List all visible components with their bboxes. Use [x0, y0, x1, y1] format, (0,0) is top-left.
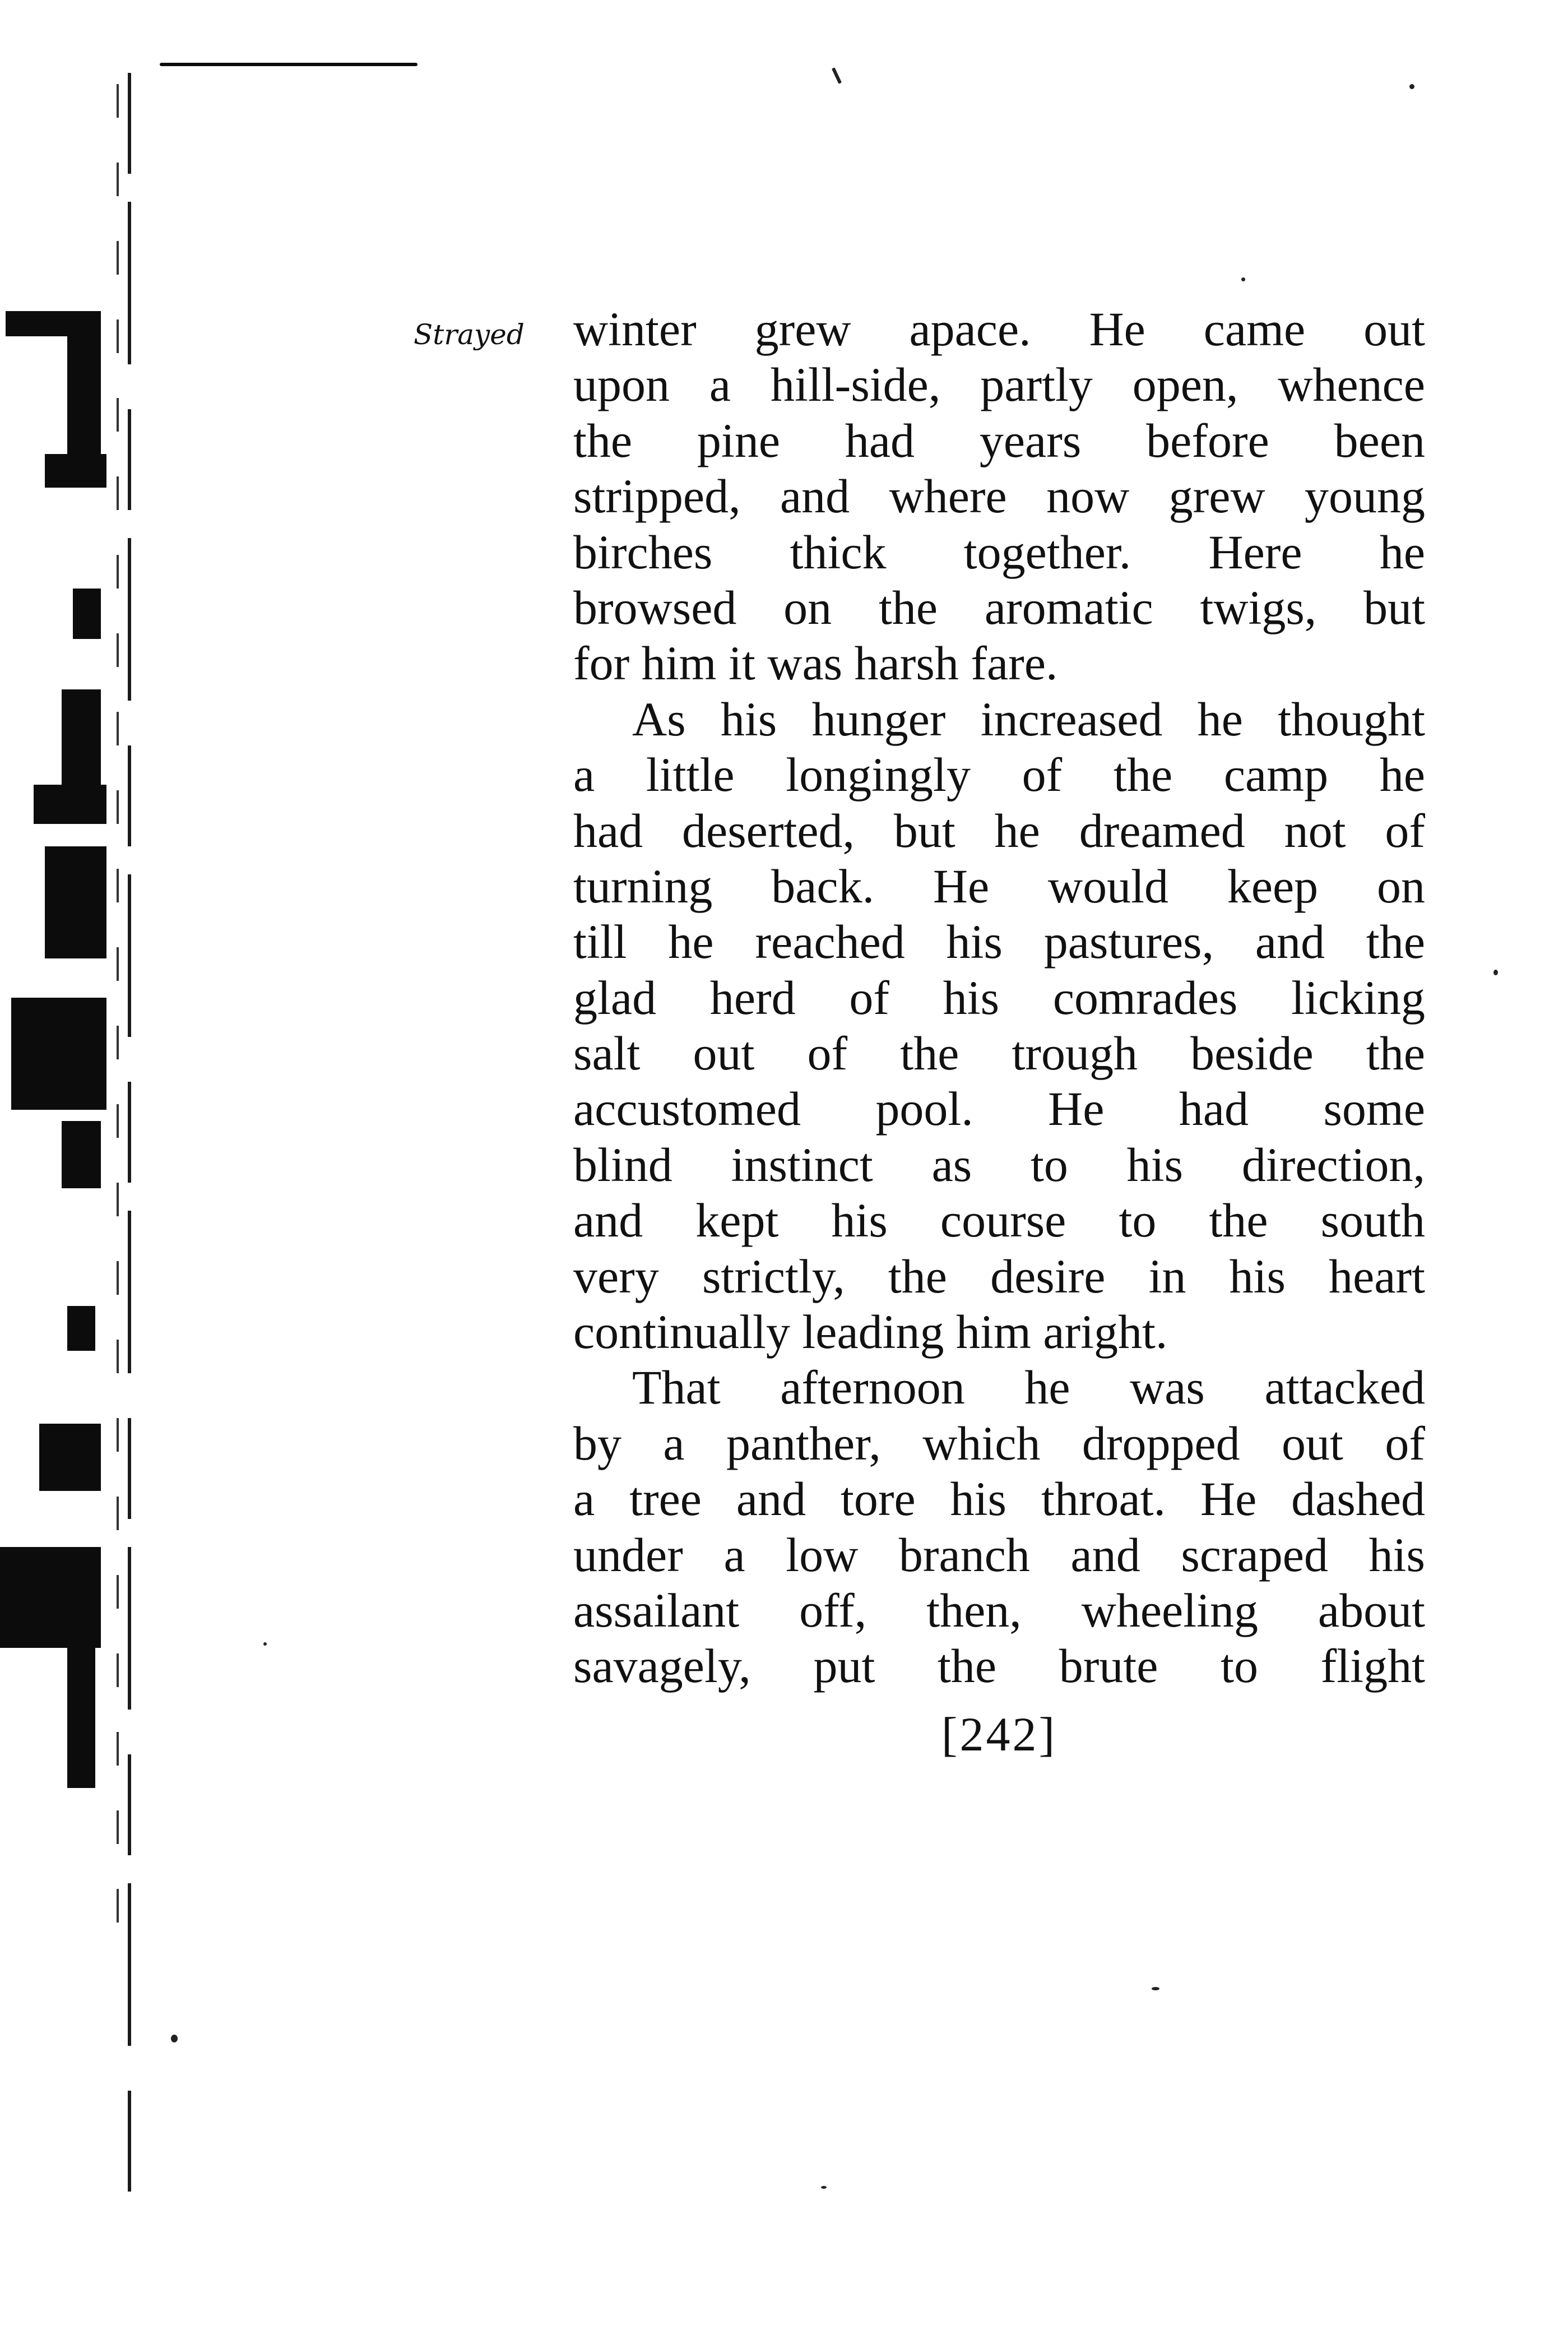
text-line: by a panther, which dropped out of [573, 1416, 1425, 1470]
text-line: and kept his course to the south [573, 1193, 1425, 1248]
text-line: had deserted, but he dreamed not of [573, 803, 1425, 858]
text-line: savagely, put the brute to flight [573, 1639, 1425, 1693]
scan-blot [67, 311, 101, 457]
scan-gutter-line [117, 84, 119, 1934]
text-line: As his hunger increased he thought [632, 692, 1425, 746]
scan-blot [67, 1306, 95, 1351]
scan-speck [1493, 970, 1498, 975]
text-line: blind instinct as to his direction, [573, 1137, 1425, 1192]
text-line: under a low branch and scraped his [573, 1527, 1425, 1582]
text-line: upon a hill-side, partly open, whence [573, 358, 1425, 412]
scan-blot [62, 1121, 101, 1188]
text-line: glad herd of his comrades licking [573, 970, 1425, 1025]
text-line: a little longingly of the camp he [573, 748, 1425, 802]
scan-blot [73, 589, 101, 639]
text-line: browsed on the aromatic twigs, but [573, 580, 1425, 634]
scan-speck [1152, 1987, 1159, 1990]
text-line: winter grew apace. He came out [573, 302, 1425, 356]
scan-gutter-line [128, 73, 131, 2203]
scan-speck [821, 2186, 827, 2189]
text-line: continually leading him aright. [573, 1305, 1168, 1359]
scan-speck [832, 67, 842, 84]
text-line: a tree and tore his throat. He dashed [573, 1472, 1425, 1526]
margin-note: Strayed [414, 318, 525, 351]
scan-speck [1241, 277, 1245, 281]
text-line: very strictly, the desire in his heart [573, 1249, 1425, 1303]
scan-blot [45, 454, 106, 488]
body-text [573, 302, 1425, 1694]
text-line: accustomed pool. He had some [573, 1082, 1425, 1136]
text-line: birches thick together. Here he [573, 525, 1425, 579]
scan-speck [171, 2035, 178, 2042]
text-line: till he reached his pastures, and the [573, 915, 1425, 969]
page-number: [242] [941, 1707, 1057, 1761]
scan-blot [45, 846, 106, 958]
text-line: stripped, and where now grew young [573, 469, 1425, 524]
scan-top-rule [160, 63, 417, 66]
text-line: for him it was harsh fare. [573, 636, 1058, 691]
scan-blot [67, 1648, 95, 1788]
scan-blot [0, 1547, 101, 1648]
scan-blot [39, 1424, 101, 1491]
text-line: That afternoon he was attacked [632, 1360, 1425, 1415]
scan-speck [1409, 84, 1414, 89]
scan-blot [62, 689, 101, 785]
scan-speck [263, 1642, 267, 1646]
text-line: turning back. He would keep on [573, 859, 1425, 913]
text-line: salt out of the trough beside the [573, 1026, 1425, 1081]
text-line: the pine had years before been [573, 413, 1425, 467]
scan-blot [11, 998, 106, 1110]
scan-blot [34, 785, 106, 824]
text-line: assailant off, then, wheeling about [573, 1583, 1425, 1637]
